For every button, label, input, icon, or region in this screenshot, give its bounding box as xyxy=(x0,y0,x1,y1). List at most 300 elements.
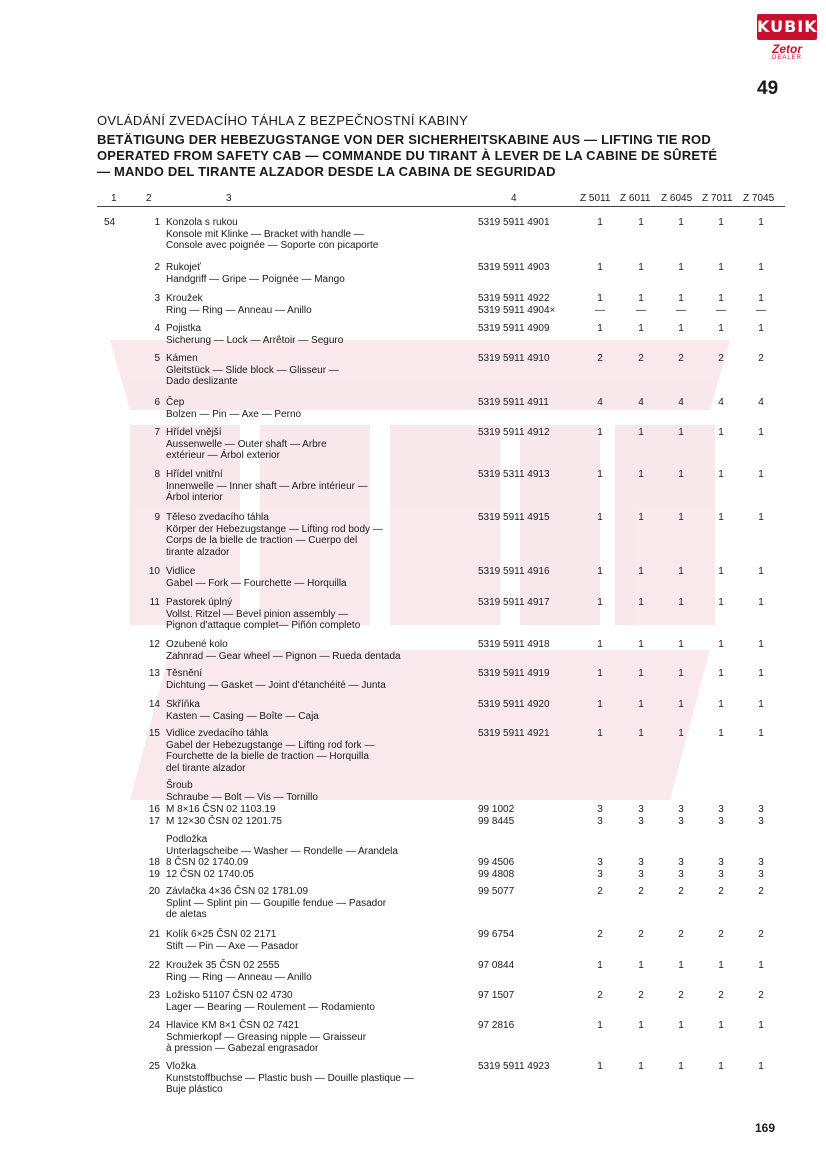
quantity-model-1 xyxy=(631,323,651,335)
part-number-line: 5319 5311 4913 xyxy=(478,469,550,480)
quantity-model-1 xyxy=(631,990,651,1002)
description-line: Vidlice xyxy=(166,566,196,577)
part-number-line: 97 0844 xyxy=(478,960,515,971)
part-number xyxy=(478,293,578,316)
quantity-model-4 xyxy=(751,427,771,439)
header-divider xyxy=(97,206,785,207)
part-number xyxy=(478,699,578,711)
quantity-value: 3 xyxy=(678,804,684,815)
quantity-value: 3 xyxy=(597,857,603,868)
item-number: 22 xyxy=(148,960,160,971)
header-model-0: Z 5011 xyxy=(580,193,611,204)
quantity-model-0 xyxy=(590,699,610,711)
quantity-value: 2 xyxy=(638,353,644,364)
part-description xyxy=(166,293,471,316)
quantity-model-3 xyxy=(711,639,731,651)
quantity-model-1 xyxy=(631,512,651,524)
description-line: Dado deslizante xyxy=(166,376,238,387)
description-line: Konzola s rukou xyxy=(166,217,238,228)
description-line: Console avec poignée — Soporte con picaporte xyxy=(166,240,379,251)
part-description xyxy=(166,886,471,921)
item-number: 2 xyxy=(154,262,160,273)
quantity-value: 1 xyxy=(758,566,764,577)
quantity-value: 2 xyxy=(718,353,724,364)
part-number xyxy=(478,929,578,941)
quantity-model-1 xyxy=(631,869,651,881)
description-line: Těsnění xyxy=(166,668,203,679)
part-description xyxy=(166,668,471,691)
quantity-model-2 xyxy=(671,857,691,869)
quantity-model-0 xyxy=(590,293,610,316)
quantity-value: 1 xyxy=(718,1061,724,1072)
quantity-value: 1 xyxy=(718,1020,724,1031)
description-line: Körper der Hebezugstange — Lifting rod body — xyxy=(166,523,383,535)
quantity-value: 1 xyxy=(678,566,684,577)
quantity-value: 1 xyxy=(597,469,603,480)
quantity-model-2 xyxy=(671,353,691,365)
quantity-model-0 xyxy=(590,217,610,229)
quantity-value: 1 xyxy=(758,293,764,304)
item-number: 6 xyxy=(154,397,160,408)
part-number xyxy=(478,857,578,869)
part-number-line: 97 1507 xyxy=(478,990,515,1001)
quantity-value: 1 xyxy=(718,960,724,971)
quantity-model-1 xyxy=(631,469,651,481)
part-description xyxy=(166,929,471,952)
part-description xyxy=(166,353,471,388)
quantity-model-0 xyxy=(590,597,610,609)
quantity-value: 1 xyxy=(638,699,644,710)
quantity-value: 1 xyxy=(678,217,684,228)
quantity-model-3 xyxy=(711,512,731,524)
description-line: Ložisko 51107 ČSN 02 4730 xyxy=(166,990,293,1001)
part-number-line: 5319 5911 4922 xyxy=(478,293,550,304)
part-description xyxy=(166,597,471,632)
quantity-value: 1 xyxy=(718,262,724,273)
description-line: Hřídel vnější xyxy=(166,427,222,438)
quantity-value: 2 xyxy=(758,353,764,364)
quantity-value: 1 xyxy=(758,217,764,228)
quantity-value: 1 xyxy=(718,512,724,523)
part-number-line: 5319 5911 4915 xyxy=(478,512,550,523)
quantity-value: 1 xyxy=(758,1061,764,1072)
table-header xyxy=(97,193,785,205)
quantity-value: 2 xyxy=(678,929,684,940)
quantity-model-1 xyxy=(631,639,651,651)
part-number xyxy=(478,427,578,439)
quantity-model-2 xyxy=(671,397,691,409)
item-number: 20 xyxy=(148,886,160,897)
part-number xyxy=(478,1020,578,1032)
quantity-value: 3 xyxy=(597,804,603,815)
description-line: Innenwelle — Inner shaft — Arbre intérieur — xyxy=(166,480,368,492)
quantity-model-3 xyxy=(711,262,731,274)
quantity-model-0 xyxy=(590,323,610,335)
item-number: 15 xyxy=(148,728,160,739)
quantity-model-3 xyxy=(711,353,731,365)
quantity-value: 2 xyxy=(678,990,684,1001)
quantity-model-0 xyxy=(590,869,610,881)
quantity-model-2 xyxy=(671,728,691,740)
quantity-model-4 xyxy=(751,639,771,651)
quantity-model-2 xyxy=(671,816,691,828)
quantity-value: — xyxy=(676,304,686,316)
quantity-model-3 xyxy=(711,1020,731,1032)
part-number xyxy=(478,869,578,881)
quantity-value: 1 xyxy=(597,639,603,650)
description-line: Skříňka xyxy=(166,699,200,710)
part-description xyxy=(166,857,471,869)
quantity-model-1 xyxy=(631,217,651,229)
quantity-model-2 xyxy=(671,960,691,972)
quantity-value: 1 xyxy=(678,1061,684,1072)
description-line: Ozubené kolo xyxy=(166,639,228,650)
description-line: Stift — Pin — Axe — Pasador xyxy=(166,940,299,952)
quantity-value: — xyxy=(636,304,646,316)
item-number: 12 xyxy=(148,639,160,650)
description-line: Kunststoffbuchse — Plastic bush — Douille plastique — xyxy=(166,1072,414,1084)
quantity-value: 1 xyxy=(597,728,603,739)
quantity-model-4 xyxy=(751,668,771,680)
item-number: 8 xyxy=(154,469,160,480)
quantity-model-0 xyxy=(590,1020,610,1032)
quantity-value: 1 xyxy=(718,566,724,577)
quantity-value: 1 xyxy=(638,262,644,273)
quantity-value: 1 xyxy=(638,323,644,334)
quantity-model-0 xyxy=(590,816,610,828)
part-number-line: 5319 5911 4923 xyxy=(478,1061,550,1072)
part-number-line: 5319 5911 4904× xyxy=(478,304,556,316)
item-number: 17 xyxy=(148,816,160,827)
item-number: 23 xyxy=(148,990,160,1001)
quantity-value: 2 xyxy=(638,886,644,897)
quantity-value: 2 xyxy=(597,990,603,1001)
quantity-value: 2 xyxy=(597,353,603,364)
quantity-value: 1 xyxy=(678,960,684,971)
quantity-model-2 xyxy=(671,869,691,881)
item-number: 5 xyxy=(154,353,160,364)
part-number-line: 99 4506 xyxy=(478,857,515,868)
quantity-value: 1 xyxy=(638,960,644,971)
quantity-model-4 xyxy=(751,990,771,1002)
part-number xyxy=(478,512,578,524)
item-number: 19 xyxy=(148,869,160,880)
description-line: Rukojeť xyxy=(166,262,201,273)
title-line: — MANDO DEL TIRANTE ALZADOR DESDE LA CABINA DE SEGURIDAD xyxy=(97,164,556,179)
part-number xyxy=(478,816,578,828)
quantity-value: 1 xyxy=(758,427,764,438)
description-line: Těleso zvedacího táhla xyxy=(166,512,269,523)
logo-dealer: DEALER xyxy=(771,55,802,61)
quantity-value: 4 xyxy=(758,397,764,408)
part-number-line: 5319 5911 4919 xyxy=(478,668,550,679)
quantity-value: 1 xyxy=(597,217,603,228)
quantity-model-2 xyxy=(671,639,691,651)
quantity-value: 1 xyxy=(597,597,603,608)
quantity-value: 3 xyxy=(758,857,764,868)
part-number-line: 5319 5911 4911 xyxy=(478,397,549,408)
quantity-model-4 xyxy=(751,869,771,881)
description-line: Šroub xyxy=(166,780,193,791)
quantity-model-2 xyxy=(671,469,691,481)
description-line: Pojistka xyxy=(166,323,202,334)
part-description xyxy=(166,427,471,462)
quantity-value: 1 xyxy=(597,699,603,710)
quantity-model-1 xyxy=(631,293,651,316)
quantity-model-3 xyxy=(711,929,731,941)
quantity-value: 1 xyxy=(718,699,724,710)
quantity-value: 1 xyxy=(678,668,684,679)
quantity-value: 1 xyxy=(718,427,724,438)
quantity-value: 1 xyxy=(678,323,684,334)
quantity-value: 3 xyxy=(718,869,724,880)
header-model-2: Z 6045 xyxy=(661,193,693,204)
quantity-model-3 xyxy=(711,397,731,409)
quantity-value: 1 xyxy=(758,597,764,608)
quantity-model-2 xyxy=(671,886,691,898)
quantity-model-1 xyxy=(631,353,651,365)
part-description xyxy=(166,869,471,881)
description-line: Pignon d'attaque complet— Piñón completo xyxy=(166,620,361,631)
title-line: OPERATED FROM SAFETY CAB — COMMANDE DU TIRANT À LEVER DE LA CABINE DE SÛRETÉ xyxy=(97,148,718,163)
part-description xyxy=(166,512,471,558)
part-number-line: 99 5077 xyxy=(478,886,515,897)
quantity-model-1 xyxy=(631,857,651,869)
item-number: 25 xyxy=(148,1061,160,1072)
description-line: Lager — Bearing — Roulement — Rodamiento xyxy=(166,1001,375,1013)
item-number: 3 xyxy=(154,293,160,304)
quantity-value: 1 xyxy=(758,262,764,273)
quantity-model-4 xyxy=(751,1020,771,1032)
quantity-model-3 xyxy=(711,597,731,609)
quantity-model-0 xyxy=(590,1061,610,1073)
item-number: 16 xyxy=(148,804,160,815)
quantity-value: 2 xyxy=(597,886,603,897)
quantity-model-4 xyxy=(751,816,771,828)
quantity-model-1 xyxy=(631,728,651,740)
quantity-model-1 xyxy=(631,699,651,711)
kubik-zetor-logo xyxy=(757,14,817,64)
quantity-value: 3 xyxy=(718,857,724,868)
quantity-model-0 xyxy=(590,512,610,524)
quantity-model-1 xyxy=(631,929,651,941)
quantity-value: 1 xyxy=(718,728,724,739)
description-line: Podložka xyxy=(166,834,208,845)
quantity-value: 1 xyxy=(678,512,684,523)
description-line: Kroužek 35 ČSN 02 2555 xyxy=(166,960,280,971)
quantity-model-2 xyxy=(671,217,691,229)
quantity-value: 1 xyxy=(597,427,603,438)
part-description xyxy=(166,834,471,857)
item-number: 9 xyxy=(154,512,160,523)
part-number xyxy=(478,639,578,651)
quantity-value: 1 xyxy=(597,323,603,334)
quantity-model-3 xyxy=(711,1061,731,1073)
quantity-model-4 xyxy=(751,512,771,524)
description-line: Vložka xyxy=(166,1061,197,1072)
description-line: Vidlice zvedacího táhla xyxy=(166,728,269,739)
quantity-model-1 xyxy=(631,597,651,609)
quantity-value: 3 xyxy=(597,869,603,880)
description-line: de aletas xyxy=(166,909,207,920)
title-line: BETÄTIGUNG DER HEBEZUGSTANGE VON DER SICHERHEITSKABINE AUS — LIFTING TIE ROD xyxy=(97,132,711,147)
description-line: Ring — Ring — Anneau — Anillo xyxy=(166,304,312,316)
description-line: M 8×16 ČSN 02 1103.19 xyxy=(166,804,276,815)
header-col-2: 2 xyxy=(146,193,152,204)
part-description xyxy=(166,469,471,504)
part-description xyxy=(166,960,471,983)
part-description xyxy=(166,566,471,589)
quantity-value: 1 xyxy=(718,639,724,650)
description-line: Hlavice KM 8×1 ČSN 02 7421 xyxy=(166,1020,300,1031)
logo-sub: Zetor xyxy=(772,42,802,56)
part-number xyxy=(478,262,578,274)
part-description xyxy=(166,1061,471,1096)
quantity-value: 1 xyxy=(678,1020,684,1031)
quantity-value: 1 xyxy=(678,293,684,304)
quantity-model-1 xyxy=(631,427,651,439)
quantity-model-4 xyxy=(751,929,771,941)
quantity-value: 1 xyxy=(638,597,644,608)
quantity-model-2 xyxy=(671,512,691,524)
quantity-model-1 xyxy=(631,960,651,972)
description-line: Kasten — Casing — Boîte — Caja xyxy=(166,710,319,722)
title-czech: OVLÁDÁNÍ ZVEDACÍHO TÁHLA Z BEZPEČNOSTNÍ KABINY xyxy=(97,113,469,128)
quantity-model-4 xyxy=(751,597,771,609)
quantity-value: 1 xyxy=(638,566,644,577)
quantity-model-4 xyxy=(751,728,771,740)
quantity-model-3 xyxy=(711,427,731,439)
description-line: Zahnrad — Gear wheel — Pignon — Rueda dentada xyxy=(166,650,401,662)
item-number: 18 xyxy=(148,857,160,868)
part-number xyxy=(478,804,578,816)
item-number: 7 xyxy=(154,427,160,438)
quantity-model-4 xyxy=(751,323,771,335)
quantity-value: 1 xyxy=(758,668,764,679)
part-number xyxy=(478,323,578,335)
quantity-model-1 xyxy=(631,1061,651,1073)
quantity-value: 3 xyxy=(638,804,644,815)
quantity-value: 1 xyxy=(597,566,603,577)
quantity-value: 3 xyxy=(597,816,603,827)
part-number-line: 99 4808 xyxy=(478,869,515,880)
header-col-4: 4 xyxy=(511,193,517,204)
description-line: Sicherung — Lock — Arrêtoir — Seguro xyxy=(166,334,344,346)
quantity-value: 1 xyxy=(678,699,684,710)
quantity-model-3 xyxy=(711,816,731,828)
description-line: Hřídel vnitřní xyxy=(166,469,223,480)
quantity-model-0 xyxy=(590,469,610,481)
quantity-model-4 xyxy=(751,217,771,229)
description-line: Handgriff — Gripe — Poignée — Mango xyxy=(166,273,345,285)
description-line: Vollst. Ritzel — Bevel pinion assembly — xyxy=(166,608,349,620)
description-line: tirante alzador xyxy=(166,546,230,558)
part-number-line: 5319 5911 4921 xyxy=(478,728,550,739)
quantity-model-1 xyxy=(631,566,651,578)
quantity-value: 2 xyxy=(638,929,644,940)
item-number: 4 xyxy=(154,323,160,334)
quantity-model-2 xyxy=(671,427,691,439)
quantity-value: 1 xyxy=(638,668,644,679)
part-description xyxy=(166,639,471,662)
description-line: Gabel — Fork — Fourchette — Horquilla xyxy=(166,577,347,589)
description-line: Ring — Ring — Anneau — Anillo xyxy=(166,971,312,983)
part-number xyxy=(478,353,578,365)
quantity-value: 1 xyxy=(718,323,724,334)
quantity-value: 1 xyxy=(597,262,603,273)
description-line: Buje plástico xyxy=(166,1084,223,1095)
quantity-model-4 xyxy=(751,469,771,481)
quantity-value: 1 xyxy=(718,668,724,679)
quantity-model-2 xyxy=(671,262,691,274)
part-description xyxy=(166,804,471,816)
item-number: 1 xyxy=(154,217,160,228)
part-number xyxy=(478,990,578,1002)
description-line: Čep xyxy=(166,397,185,408)
quantity-model-0 xyxy=(590,262,610,274)
quantity-value: 3 xyxy=(638,816,644,827)
quantity-model-4 xyxy=(751,857,771,869)
quantity-value: 2 xyxy=(678,353,684,364)
description-line: Kroužek xyxy=(166,293,203,304)
quantity-model-3 xyxy=(711,990,731,1002)
quantity-value: 1 xyxy=(678,597,684,608)
quantity-value: 1 xyxy=(638,469,644,480)
quantity-model-2 xyxy=(671,597,691,609)
quantity-model-2 xyxy=(671,929,691,941)
quantity-value: 1 xyxy=(597,1061,603,1072)
description-line: Unterlagscheibe — Washer — Rondelle — Arandela xyxy=(166,845,398,857)
description-line: Aussenwelle — Outer shaft — Arbre xyxy=(166,438,327,450)
part-number xyxy=(478,469,578,481)
quantity-model-1 xyxy=(631,1020,651,1032)
quantity-model-0 xyxy=(590,804,610,816)
part-number-line: 5319 5911 4903 xyxy=(478,262,550,273)
part-number-line: 5319 5911 4910 xyxy=(478,353,550,364)
quantity-model-4 xyxy=(751,886,771,898)
description-line: extérieur — Árbol exterior xyxy=(166,450,280,461)
quantity-model-3 xyxy=(711,728,731,740)
quantity-value: 1 xyxy=(678,728,684,739)
quantity-value: 3 xyxy=(758,869,764,880)
quantity-value: 1 xyxy=(597,668,603,679)
part-number-line: 99 1002 xyxy=(478,804,515,815)
quantity-model-1 xyxy=(631,668,651,680)
title-multilingual xyxy=(97,132,787,180)
description-line: 12 ČSN 02 1740.05 xyxy=(166,869,254,880)
part-number xyxy=(478,1061,578,1073)
item-number: 24 xyxy=(148,1020,160,1031)
item-number: 14 xyxy=(148,699,160,710)
quantity-model-0 xyxy=(590,990,610,1002)
quantity-value: 1 xyxy=(678,469,684,480)
quantity-model-1 xyxy=(631,886,651,898)
description-line: Schraube — Bolt — Vis — Tornillo xyxy=(166,791,318,803)
quantity-value: 3 xyxy=(678,869,684,880)
part-number-line: 5319 5911 4909 xyxy=(478,323,550,334)
header-model-4: Z 7045 xyxy=(743,193,775,204)
description-line: Kolík 6×25 ČSN 02 2171 xyxy=(166,929,277,940)
quantity-model-4 xyxy=(751,353,771,365)
quantity-value: 1 xyxy=(597,512,603,523)
quantity-value: 3 xyxy=(758,804,764,815)
quantity-value: 2 xyxy=(597,929,603,940)
quantity-model-1 xyxy=(631,262,651,274)
quantity-value: 1 xyxy=(758,1020,764,1031)
quantity-model-3 xyxy=(711,293,731,316)
page-number-top: 49 xyxy=(757,78,779,99)
description-line: Dichtung — Gasket — Joint d'étanchéité — Junta xyxy=(166,679,386,691)
